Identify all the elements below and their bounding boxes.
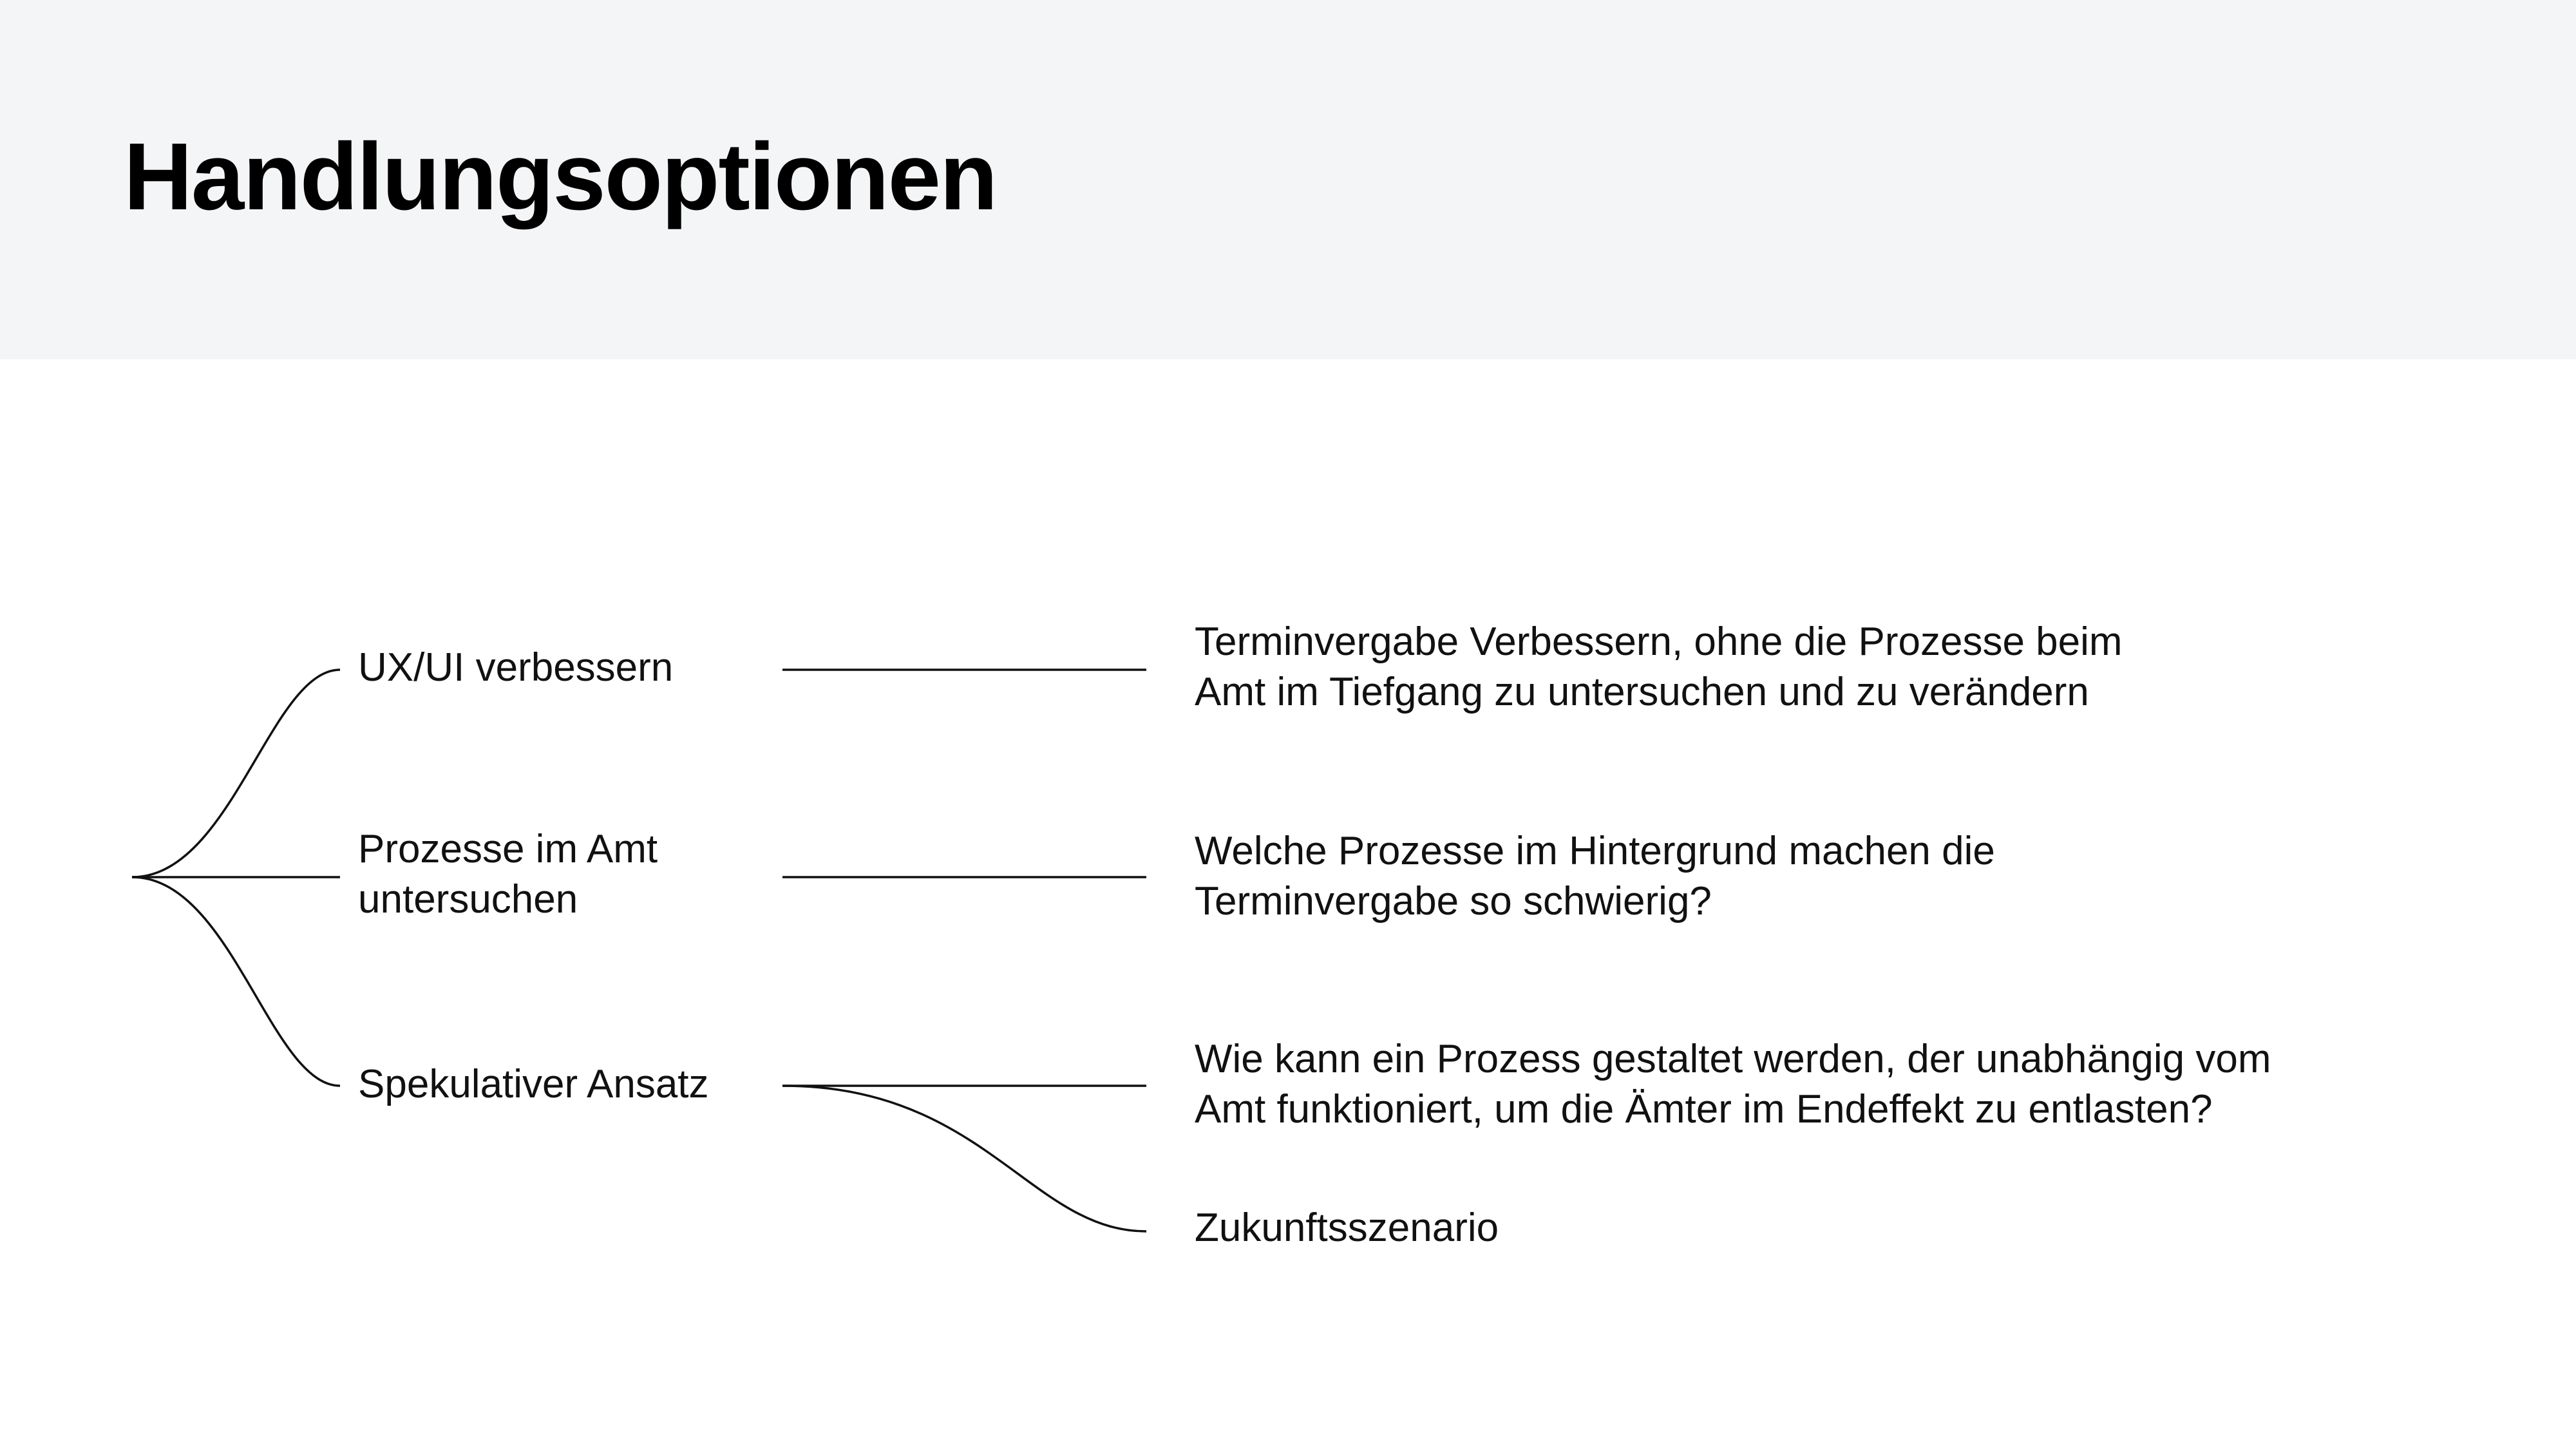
option-label-ux-ui <box>358 643 673 693</box>
outcome-text-line: Amt im Tiefgang zu untersuchen und zu verändern <box>1195 670 2089 714</box>
outcome-text-line: Amt funktioniert, um die Ämter im Endeffekt zu entlasten? <box>1195 1087 2213 1132</box>
outcome-text-prozesse <box>1195 826 1995 927</box>
page-title: Handlungsoptionen <box>124 124 997 230</box>
connector-root-to-option-1 <box>132 670 340 877</box>
option-label-line: UX/UI verbessern <box>358 645 674 690</box>
outcome-text-spekulativ-2 <box>1195 1203 1499 1253</box>
outcome-text-ux-ui <box>1195 617 2123 717</box>
outcome-text-spekulativ-1 <box>1195 1034 2271 1135</box>
option-label-spekulativ <box>358 1059 709 1110</box>
option-label-prozesse <box>358 824 658 925</box>
outcome-text-line: Terminvergabe Verbessern, ohne die Prozesse beim <box>1195 620 2123 664</box>
connector-root-to-option-3 <box>132 877 340 1086</box>
outcome-text-line: Wie kann ein Prozess gestaltet werden, der unabhängig vom <box>1195 1037 2271 1081</box>
option-label-line: Prozesse im Amt <box>358 827 658 871</box>
connector-option-3-to-outcome-2 <box>782 1086 1146 1231</box>
option-label-line: untersuchen <box>358 877 578 922</box>
outcome-text-line: Terminvergabe so schwierig? <box>1195 879 1712 923</box>
option-label-line: Spekulativer Ansatz <box>358 1062 709 1106</box>
outcome-text-line: Welche Prozesse im Hintergrund machen die <box>1195 829 1995 873</box>
outcome-text-line: Zukunftsszenario <box>1195 1206 1499 1250</box>
